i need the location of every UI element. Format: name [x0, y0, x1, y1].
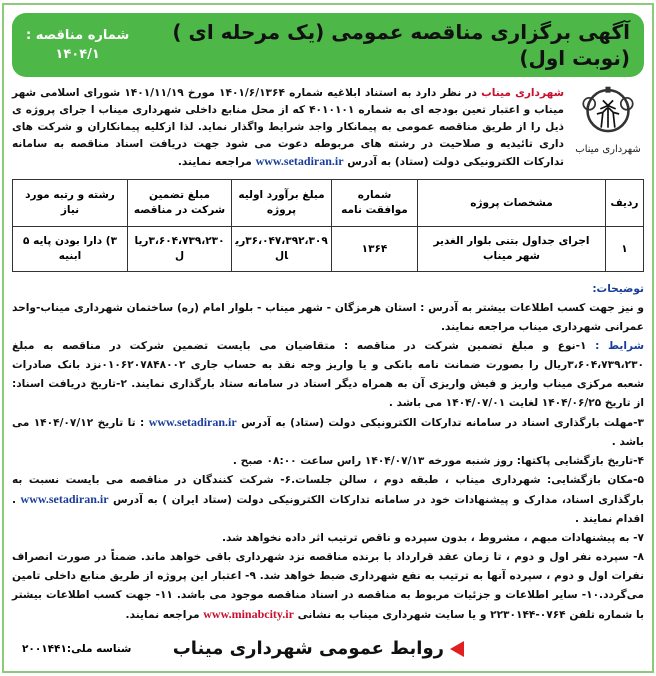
condition-text: . اقدام نمایند . [12, 494, 644, 525]
col-field: رشته و رتبه مورد نیاز [13, 180, 128, 227]
logo-caption: شهرداری میناب [575, 144, 641, 155]
tender-number [26, 26, 129, 64]
logo-block [572, 85, 644, 157]
national-id: شناسه ملی:۲۰۰۱۴۴۱ [22, 643, 132, 655]
cell-agreement: ۱۳۶۴ [332, 227, 418, 272]
condition-5-6 [12, 471, 644, 529]
cell-specs: اجرای جداول بتنی بلوار الغدیر شهر میناب [418, 227, 606, 272]
condition-text: مراجعه نمایند. [125, 609, 204, 621]
condition-text: : تا تاریخ ۱۴۰۴/۰۷/۱۲ می باشد . [12, 417, 644, 448]
col-specs: مشخصات پروژه [418, 180, 606, 227]
condition-7: ۷- به پیشنهادات مبهم ، مشروط ، بدون سپرده و ناقص ترتیب اثر داده نخواهد شد. [221, 532, 644, 544]
notes-heading: توضیحات: [592, 283, 644, 295]
triangle-marker-icon [450, 641, 464, 657]
ad-title: آگهی برگزاری مناقصه عمومی (یک مرحله ای )(نوبت اول) [172, 20, 630, 70]
col-estimate: مبلغ برآورد اولیه پروژه [232, 180, 332, 227]
col-agreement: شماره موافقت نامه [332, 180, 418, 227]
notes-section [12, 280, 644, 625]
tender-number-value: ۱۴۰۴/۱ [55, 47, 100, 62]
intro-paragraph [12, 85, 564, 171]
condition-8-11 [12, 548, 644, 625]
col-guarantee: مبلغ تضمین شرکت در مناقصه [128, 180, 232, 227]
project-table [12, 179, 644, 272]
minabcity-link[interactable]: www.minabcity.ir [203, 607, 294, 621]
condition-4: ۴-تاریخ بازگشایی پاکتها: روز شنبه مورخه ۱۴۰۴/۰۷/۱۳ راس ساعت ۰۸:۰۰ صبح . [232, 455, 644, 467]
condition-3 [12, 413, 644, 452]
cell-guarantee: ۳،۶۰۴،۷۳۹،۲۳۰ریال [128, 227, 232, 272]
cell-row: ۱ [606, 227, 644, 272]
intro-tail: مراجعه نمایند. [177, 156, 256, 168]
tender-number-label: شماره مناقصه : [26, 28, 130, 43]
cell-field: ۳) دارا بودن پایه ۵ ابنیه [13, 227, 128, 272]
footer [12, 633, 644, 661]
condition-text: ۵-مکان بازگشایی: شهرداری میناب ، طبقه دوم ، سالن جلسات.۶- شرکت کنندگان در مناقصه می بایست نسبت به بارگذاری اسناد، مدارک و پیشنهادات خود در سامانه تدارکات الکترونیکی دولت (ستاد ایران ) به آدرس [12, 474, 644, 506]
condition-text: ۱-نوع و مبلغ تضمین شرکت در مناقصه : متقاضیان می بایست تضمین شرکت در مناقصه به مبلغ ۳،۶۰۴،۷۳۹،۲۳۰ریال را بصورت ضمانت نامه بانکی و یا واریز وجه نقد به حساب جاری ۰۱۰۶۲۰۷۸۴۸۰۰۲نزد بانک صادرات شعبه مرکزی میناب واریز و فیش واریزی آن به همراه دیگر اسناد در سامانه ستاد بارگذاری نمایند. ۲-تاریخ دریافت اسناد: از تاریخ ۱۴۰۴/۰۶/۲۵ لغایت ۱۴۰۴/۰۷/۰۱ می باشد . [12, 340, 644, 409]
condition-text: ۳-مهلت بارگذاری اسناد در سامانه تدارکات الکترونیکی دولت (ستاد) به آدرس [236, 417, 644, 429]
col-row: ردیف [606, 180, 644, 227]
header-banner [12, 13, 644, 77]
condition-text: ۸- سپرده نفر اول و دوم ، تا زمان عقد قرارداد با برنده مناقصه نزد شهرداری باقی خواهد ماند. ضمناً در صورت انصراف نفرات اول و دوم ، سپرده آنها به ترتیب به نفع شهرداری ضبط خواهد شد. ۹- اعتبار این پروژه از طریق منابع داخلی تامین می‌گردد.۱۰- سایر اطلاعات و جزئیات مربوط به مناقصه در اسناد مناقصه موجود می باشد. ۱۱- جهت کسب اطلاعات بیشتر با شماره تلفن ۰۷۶۴-۲۲۳۰۱۴۴ و یا سایت شهرداری میناب به نشانی [12, 551, 644, 621]
signature: روابط عمومی شهرداری میناب [172, 638, 444, 659]
notes-address: و نیز جهت کسب اطلاعات بیشتر به آدرس : استان هرمزگان - شهر میناب - بلوار امام (ره) ساختمان شهرداری میناب-واحد عمرانی شهرداری میناب مراجعه نمایند. [12, 302, 644, 333]
municipality-logo-icon [577, 85, 639, 143]
setad-link[interactable]: www.setadiran.ir [255, 154, 344, 168]
conditions-label: شرایط : [595, 340, 644, 352]
setad-link[interactable]: www.setadiran.ir [148, 415, 237, 429]
table-row [13, 227, 644, 272]
intro-text: در نظر دارد به استناد ابلاغیه شماره ۱۴۰۱/۶/۱۳۶۴ مورخ ۱۴۰۱/۱۱/۱۹ شورای اسلامی شهر میناب و اعتبار تعین بودجه ای به شماره ۴۰۱۰۱۰۱ که از محل منابع داخلی شهرداری میناب ا جرای پروژه ی ذیل را از طریق مناقصه عمومی به پیمانکار واجد شرایط واگذار نماید. لذا ازکلیه پیمانکاران و شرکت های داری تائیدیه و صلاحیت در رشته های مربوطه دعوت می شود جهت دریافت اسناد مناقصه به سامانه تدارکات الکترونیکی دولت (ستاد) به آدرس [12, 87, 564, 168]
condition-1-2 [12, 337, 644, 413]
intro-section [12, 85, 644, 171]
cell-estimate: ۳۶،۰۴۷،۳۹۲،۳۰۹ریال [232, 227, 332, 272]
org-name: شهرداری میناب [481, 87, 564, 99]
table-header-row [13, 180, 644, 227]
signature-block [173, 637, 464, 661]
setad-link[interactable]: www.setadiran.ir [20, 492, 109, 506]
